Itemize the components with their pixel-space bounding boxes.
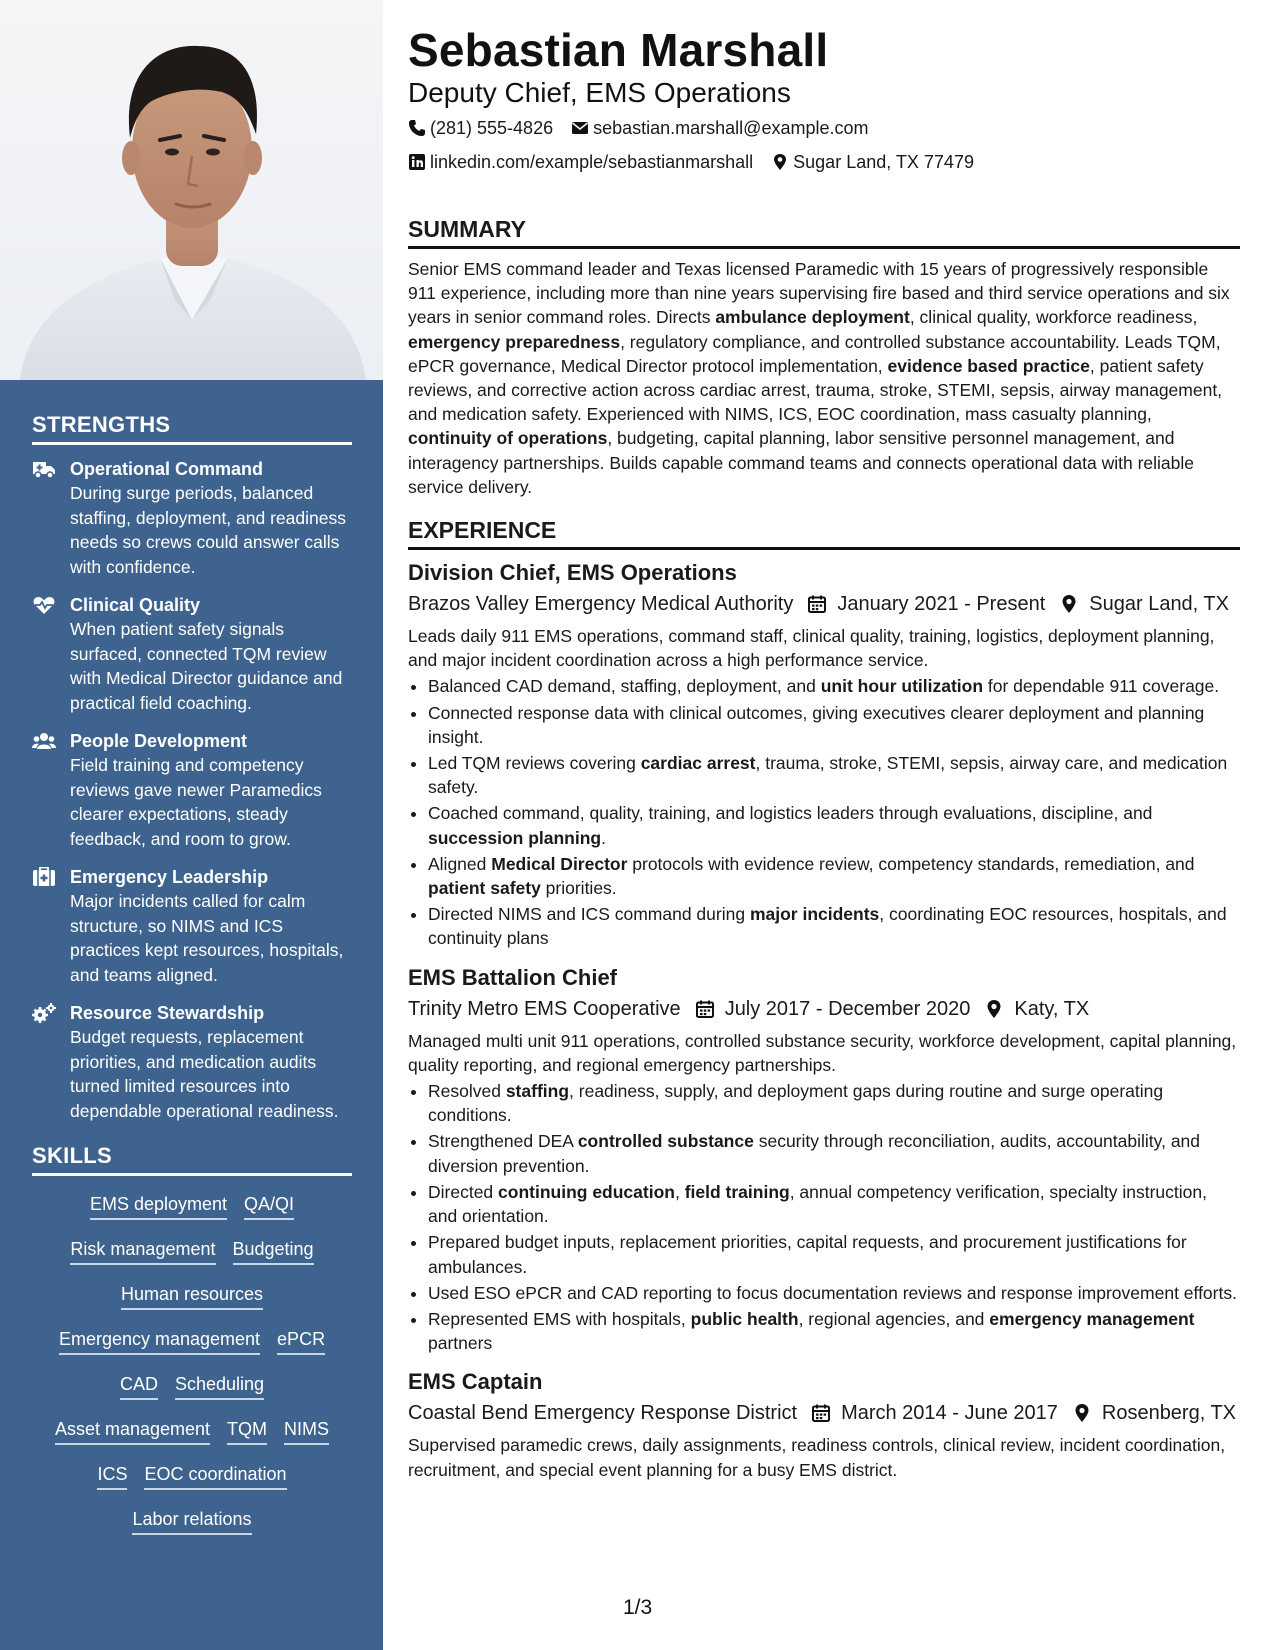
candidate-name: Sebastian Marshall — [408, 24, 829, 76]
profile-photo — [0, 0, 383, 380]
job-entry — [408, 1367, 1240, 1481]
job-bullet — [428, 1281, 1240, 1305]
text-run: for dependable 911 coverage. — [983, 676, 1220, 697]
calendar-icon — [695, 999, 715, 1019]
experience-section — [408, 515, 1240, 1482]
job-meta — [408, 993, 1240, 1025]
skill-tag: Emergency management — [59, 1327, 260, 1355]
job-location — [1059, 588, 1229, 620]
text-run: Led TQM reviews covering — [428, 753, 641, 774]
job-bullets — [408, 674, 1240, 950]
text-run: , annual competency verification, specialty instruction, and orientation. — [428, 1181, 1207, 1227]
heartbeat-icon — [32, 595, 56, 615]
strength-item — [32, 593, 352, 715]
skill-tag: Risk management — [70, 1237, 215, 1265]
bold-phrase: field training — [684, 1181, 790, 1202]
skill-tag: Labor relations — [132, 1507, 251, 1535]
skill-tag: NIMS — [284, 1417, 329, 1445]
email-text: sebastian.marshall@example.com — [593, 118, 869, 138]
linkedin-text: linkedin.com/example/sebastianmarshall — [430, 152, 754, 172]
summary-heading: SUMMARY — [408, 214, 1240, 249]
job-dates-text: March 2014 - June 2017 — [841, 1402, 1058, 1425]
contact-row — [408, 112, 1240, 144]
job-title: EMS Battalion Chief — [408, 964, 618, 990]
strength-description: Major incidents called for calm structure, so NIMS and ICS practices kept resources, hospitals, and teams aligned. — [70, 891, 344, 985]
text-run: Resolved — [428, 1081, 506, 1102]
skills-list — [32, 1188, 352, 1552]
bold-phrase: staffing — [505, 1081, 570, 1102]
skill-tag: Budgeting — [233, 1237, 314, 1265]
bold-phrase: public health — [690, 1308, 799, 1329]
job-dates-text: July 2017 - December 2020 — [724, 997, 971, 1020]
skill-row — [32, 1282, 352, 1327]
job-dates — [695, 993, 971, 1025]
job-location-text: Sugar Land, TX — [1089, 593, 1229, 616]
portrait-illustration — [0, 0, 383, 380]
bold-phrase: Medical Director — [491, 853, 628, 874]
job-bullet — [428, 1129, 1240, 1177]
job-description: Managed multi unit 911 operations, controlled substance security, workforce development, capital planning, quality reporting, and regional emergency partnerships. — [408, 1030, 1237, 1075]
text-run: , patient safety reviews, and corrective action across cardiac arrest, trauma, stroke, STEMI, sepsis, airway management, and medication safety. Experienced with NIMS, ICS, EOC coordination, mass casualty planning, — [408, 355, 1223, 425]
skill-row — [32, 1417, 352, 1462]
text-run: Coached command, quality, training, and logistics leaders through evaluations, discipline, and — [428, 803, 1153, 824]
sidebar — [0, 0, 383, 1650]
strength-description: During surge periods, balanced staffing, deployment, and readiness needs so crews could answer calls with confidence. — [70, 483, 346, 577]
strength-title: People Development — [70, 731, 248, 751]
medkit-icon — [32, 867, 56, 887]
contact-linkedin — [408, 146, 753, 178]
map-pin-icon — [1059, 594, 1079, 614]
text-run: Connected response data with clinical outcomes, giving executives clearer deployment and planning insight. — [428, 702, 1205, 747]
skill-tag: ICS — [97, 1462, 127, 1490]
skill-row — [32, 1462, 352, 1507]
envelope-icon — [571, 119, 589, 137]
job-entry — [408, 963, 1240, 1356]
contact-row — [408, 146, 1240, 178]
skill-tag: Human resources — [121, 1282, 263, 1310]
users-icon — [32, 731, 56, 751]
text-run: , budgeting, capital planning, labor sensitive personnel management, and interagency partnerships. Builds capable command teams and connects operational data with reliable service delivery. — [408, 428, 1195, 497]
text-run: security through reconciliation, audits, accountability, and diversion prevention. — [428, 1131, 1201, 1176]
text-run: Directed — [428, 1181, 499, 1202]
bold-phrase: patient safety — [428, 878, 541, 899]
skill-tag: EOC coordination — [144, 1462, 286, 1490]
strength-item — [32, 1001, 352, 1123]
text-run: , readiness, supply, and deployment gaps during routine and surge operating conditions. — [428, 1081, 1164, 1126]
job-bullet — [428, 674, 1240, 698]
strength-item — [32, 865, 352, 987]
strength-item — [32, 457, 352, 579]
contact-location — [771, 146, 974, 178]
strength-item — [32, 729, 352, 851]
bold-phrase: continuing education — [498, 1181, 675, 1202]
experience-heading: EXPERIENCE — [408, 515, 1240, 550]
bold-phrase: continuity of operations — [408, 428, 608, 449]
bold-phrase: emergency preparedness — [408, 331, 621, 352]
job-description: Leads daily 911 EMS operations, command staff, clinical quality, training, logistics, deployment planning, and major incident coordination across a high performance service. — [408, 626, 1215, 671]
skill-tag: ePCR — [277, 1327, 325, 1355]
job-organization: Brazos Valley Emergency Medical Authority — [408, 593, 794, 616]
job-description: Supervised paramedic crews, daily assignments, readiness controls, clinical review, incident coordination, recruitment, and special event planning for a busy EMS district. — [408, 1435, 1226, 1480]
skill-row — [32, 1327, 352, 1372]
job-title: EMS Captain — [408, 1369, 543, 1395]
job-bullet — [428, 1079, 1240, 1127]
job-location — [984, 993, 1089, 1025]
text-run: priorities. — [540, 878, 617, 899]
text-run: , — [674, 1181, 685, 1202]
job-bullet — [428, 751, 1240, 799]
text-run: Directed NIMS and ICS command during — [428, 904, 750, 925]
text-run: , clinical quality, workforce readiness, — [909, 307, 1198, 328]
job-meta — [408, 1397, 1240, 1429]
job-bullet — [428, 902, 1240, 950]
summary-section — [408, 214, 1240, 499]
strength-description: Budget requests, replacement priorities, and medication audits turned limited resources into dependable operational readiness. — [70, 1027, 339, 1121]
job-bullets — [408, 1079, 1240, 1355]
strength-title: Clinical Quality — [70, 595, 201, 615]
ambulance-icon — [32, 459, 56, 479]
skill-row — [32, 1507, 352, 1552]
skill-tag: Asset management — [55, 1417, 210, 1445]
job-dates — [811, 1397, 1058, 1429]
job-bullet — [428, 1180, 1240, 1228]
text-run: Strengthened DEA — [428, 1131, 578, 1152]
job-location-text: Rosenberg, TX — [1101, 1402, 1237, 1425]
bold-phrase: evidence based practice — [887, 355, 1090, 376]
bold-phrase: succession planning — [428, 827, 602, 848]
strength-description: When patient safety signals surfaced, connected TQM review with Medical Director guidance and practical field coaching. — [70, 619, 343, 713]
strengths-heading: STRENGTHS — [32, 412, 352, 445]
job-entry — [408, 558, 1240, 951]
job-list — [408, 558, 1240, 1482]
map-pin-icon — [1072, 1403, 1092, 1423]
skill-tag: EMS deployment — [90, 1192, 227, 1220]
text-run: protocols with evidence review, competency standards, remediation, and — [627, 853, 1195, 874]
job-dates-text: January 2021 - Present — [837, 593, 1046, 616]
job-organization: Coastal Bend Emergency Response District — [408, 1402, 798, 1425]
text-run: Senior EMS command leader and Texas licensed Paramedic with 15 years of progressively responsible 911 experience, including more than nine years supervising fire based and third service operations and six years in senior command roles. Directs — [408, 259, 1230, 328]
calendar-icon — [807, 594, 827, 614]
map-pin-icon — [984, 999, 1004, 1019]
text-run: , regional agencies, and — [798, 1308, 990, 1329]
strength-description: Field training and competency reviews gave newer Paramedics clearer expectations, steady feedback, and room to grow. — [70, 755, 322, 849]
job-bullet — [428, 1307, 1240, 1355]
strength-title: Operational Command — [70, 459, 264, 479]
job-bullet — [428, 1230, 1240, 1278]
job-organization: Trinity Metro EMS Cooperative — [408, 997, 681, 1020]
bold-phrase: major incidents — [749, 904, 880, 925]
strength-title: Resource Stewardship — [70, 1003, 265, 1023]
bold-phrase: controlled substance — [577, 1131, 754, 1152]
bold-phrase: emergency management — [989, 1308, 1195, 1329]
strength-title: Emergency Leadership — [70, 867, 269, 887]
calendar-icon — [811, 1403, 831, 1423]
skill-tag: CAD — [120, 1372, 158, 1400]
job-title: Division Chief, EMS Operations — [408, 560, 737, 586]
main-content — [408, 24, 1240, 1494]
job-location — [1072, 1397, 1236, 1429]
job-bullet — [428, 801, 1240, 849]
text-run: partners — [428, 1333, 493, 1354]
text-run: . — [601, 827, 606, 848]
text-run: Balanced CAD demand, staffing, deployment, and — [428, 676, 821, 697]
linkedin-icon — [408, 153, 426, 171]
candidate-role: Deputy Chief, EMS Operations — [408, 77, 791, 108]
skill-row — [32, 1192, 352, 1237]
text-run: Prepared budget inputs, replacement priorities, capital requests, and procurement justifications for ambulances. — [428, 1232, 1187, 1277]
summary-text — [408, 257, 1240, 499]
skill-tag: QA/QI — [244, 1192, 294, 1220]
text-run: Represented EMS with hospitals, — [428, 1308, 691, 1329]
phone-text: (281) 555-4826 — [430, 118, 554, 138]
text-run: Used ESO ePCR and CAD reporting to focus documentation reviews and response improvement efforts. — [428, 1282, 1237, 1303]
text-run: , coordinating EOC resources, hospitals, and continuity plans — [428, 904, 1227, 949]
job-location-text: Katy, TX — [1014, 997, 1090, 1020]
job-meta — [408, 588, 1240, 620]
job-bullet — [428, 852, 1240, 900]
location-text: Sugar Land, TX 77479 — [793, 152, 974, 172]
phone-icon — [408, 119, 426, 137]
text-run: Aligned — [428, 853, 492, 874]
skill-row — [32, 1237, 352, 1282]
job-dates — [807, 588, 1045, 620]
job-bullet — [428, 701, 1240, 749]
skill-row — [32, 1372, 352, 1417]
gears-icon — [32, 1003, 56, 1023]
skill-tag: Scheduling — [175, 1372, 264, 1400]
contact-phone — [408, 112, 553, 144]
text-run: , regulatory compliance, and controlled substance accountability. Leads TQM, ePCR governance, Medical Director protocol implementation, — [408, 331, 1221, 376]
skill-tag: TQM — [227, 1417, 267, 1445]
sidebar-content — [32, 412, 352, 1552]
map-pin-icon — [771, 153, 789, 171]
page-number: 1/3 — [623, 1596, 653, 1619]
contact-email — [571, 112, 868, 144]
bold-phrase: ambulance deployment — [715, 307, 910, 328]
bold-phrase: cardiac arrest — [640, 753, 756, 774]
text-run: , trauma, stroke, STEMI, sepsis, airway care, and medication safety. — [428, 753, 1228, 798]
bold-phrase: unit hour utilization — [820, 676, 984, 697]
skills-heading: SKILLS — [32, 1143, 352, 1176]
